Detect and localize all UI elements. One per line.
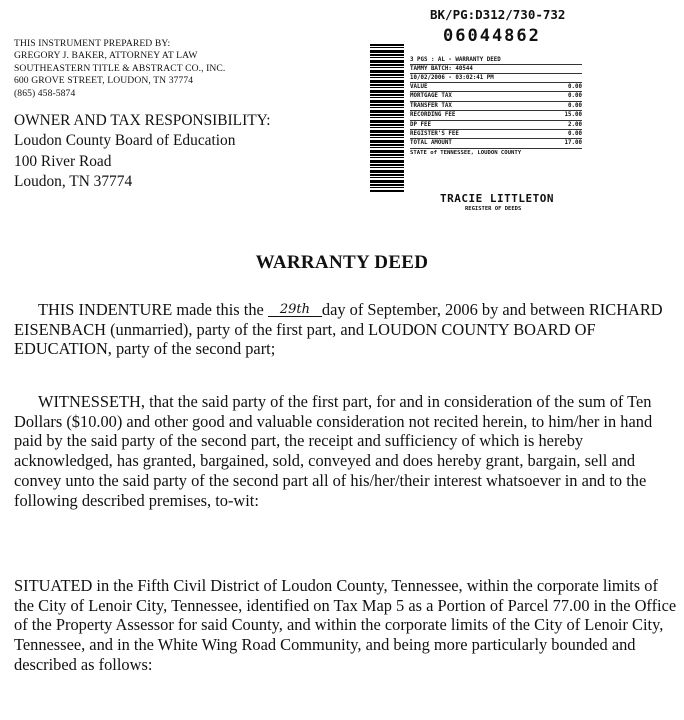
- preparer-line: THIS INSTRUMENT PREPARED BY:: [14, 38, 171, 49]
- fee-row: [410, 102, 582, 111]
- witnesseth-paragraph: [14, 392, 678, 510]
- witnesseth-text: WITNESSETH, that the said party of the first part, for and in consideration of the sum of Ten Dollars ($10.00) and other good and valuable consideration not recited herein, to him/her in hand paid by the said party of the second part, the receipt and sufficiency of which is hereby acknowledged, has granted, bargained, sold, conveyed and does hereby grant, bargain, sell and convey unto the said party of the second part all of his/her/their interest whatsoever in and to the following described premises, to-wit:: [14, 392, 653, 510]
- register-name: TRACIE LITTLETON: [440, 192, 554, 205]
- fee-row: [410, 83, 582, 92]
- indenture-text-start: THIS INDENTURE made this the: [38, 300, 268, 319]
- preparer-block: [14, 38, 225, 100]
- receipt-line: TAMMY BATCH: 40544: [410, 65, 582, 74]
- fee-amount: 0.00: [568, 84, 582, 90]
- book-page-number: BK/PG:D312/730-732: [430, 7, 566, 22]
- fee-label: TRANSFER TAX: [410, 102, 452, 109]
- receipt-state-line: STATE of TENNESSEE, LOUDON COUNTY: [410, 149, 522, 156]
- fee-amount: 0.00: [568, 93, 582, 100]
- register-title: REGISTER OF DEEDS: [465, 206, 522, 212]
- fee-label: MORTGAGE TAX: [410, 93, 452, 100]
- fee-amount: 0.00: [568, 102, 582, 109]
- fee-row: [410, 139, 582, 148]
- preparer-line: GREGORY J. BAKER, ATTORNEY AT LAW: [14, 50, 198, 62]
- receipt-line: 3 PGS : AL - WARRANTY DEED: [410, 56, 582, 65]
- handwritten-day: 29th: [268, 303, 322, 317]
- fee-row: [410, 92, 582, 101]
- fee-amount: 17.00: [564, 140, 582, 147]
- preparer-line: 600 GROVE STREET, LOUDON, TN 37774: [14, 75, 194, 87]
- recording-receipt: [410, 56, 582, 156]
- instrument-number: 06044862: [443, 26, 541, 46]
- preparer-line: SOUTHEASTERN TITLE & ABSTRACT CO., INC.: [14, 62, 226, 74]
- fee-row: [410, 111, 582, 120]
- fee-row: [410, 130, 582, 139]
- indenture-text-end: day of September, 2006 by and between RICHARD EISENBACH (unmarried), party of the first part, and LOUDON COUNTY BOARD OF EDUCATION, party of the second part;: [14, 300, 663, 359]
- page-title: WARRANTY DEED: [255, 252, 429, 273]
- owner-name: Loudon County Board of Education: [14, 132, 236, 150]
- indenture-paragraph: [14, 300, 678, 359]
- owner-city: Loudon, TN 37774: [14, 173, 133, 191]
- owner-heading: OWNER AND TAX RESPONSIBILITY:: [14, 112, 271, 129]
- fee-amount: 15.00: [564, 112, 582, 119]
- fee-label: REGISTER'S FEE: [410, 130, 459, 137]
- fee-row: [410, 121, 582, 130]
- barcode: [370, 44, 404, 192]
- fee-amount: 0.00: [568, 130, 582, 137]
- owner-street: 100 River Road: [14, 152, 112, 170]
- fee-amount: 2.00: [568, 121, 582, 128]
- fee-label: TOTAL AMOUNT: [410, 140, 452, 147]
- fee-label: RECORDING FEE: [410, 112, 456, 119]
- situated-paragraph: [14, 576, 678, 675]
- receipt-line: 10/02/2006 - 03:02:41 PM: [410, 74, 582, 83]
- situated-text: SITUATED in the Fifth Civil District of Loudon County, Tennessee, within the corporate limits of the City of Lenoir City, Tennessee, identified on Tax Map 5 as a Portion of Parcel 77.00 in the Office of the Property Assessor for said County, and within the corporate limits of the City of Lenoir City, Tennessee, and in the White Wing Road Community, and being more particularly bounded and described as follows:: [14, 576, 677, 674]
- preparer-line: (865) 458-5874: [14, 87, 76, 99]
- fee-label: DP FEE: [410, 121, 431, 128]
- owner-block: [14, 111, 271, 193]
- fee-label: VALUE: [410, 84, 428, 90]
